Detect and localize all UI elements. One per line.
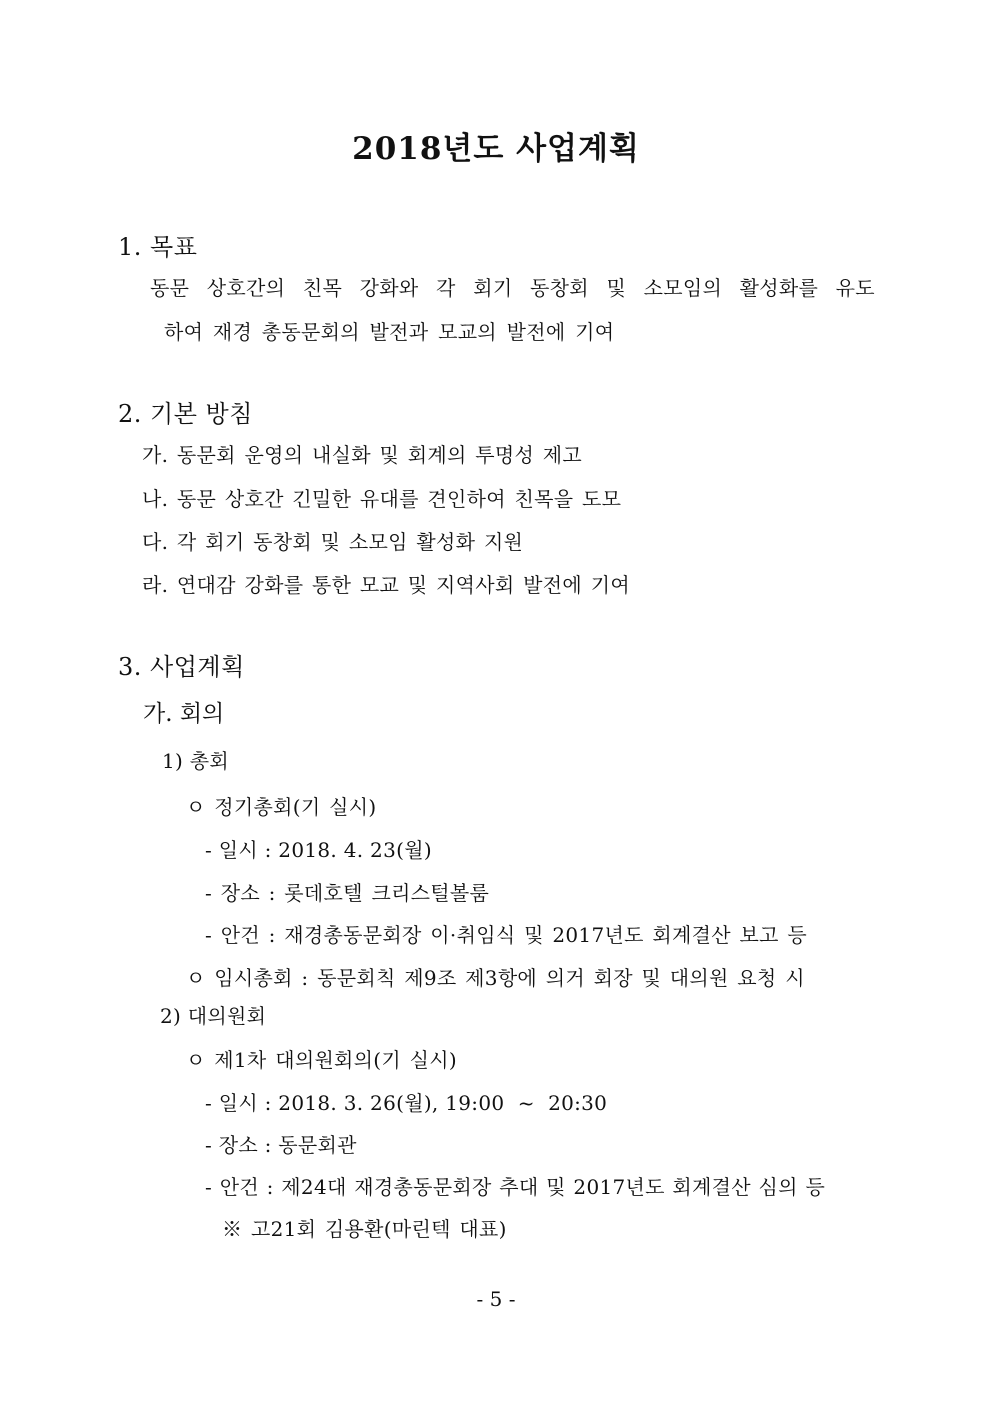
regular-meeting-agenda: - 안건 : 재경총동문회장 이·취임식 및 2017년도 회계결산 보고 등: [205, 923, 808, 947]
goal-text-line-1: [150, 278, 875, 298]
goal-word: 상호간의: [206, 276, 286, 300]
section-goal-heading: 1. 목표: [118, 233, 198, 261]
document-title: 2018년도 사업계획: [352, 131, 640, 167]
policy-item: 다. 각 회기 동창회 및 소모임 활성화 지원: [142, 530, 524, 554]
section-policy-heading: 2. 기본 방침: [118, 400, 253, 428]
regular-meeting-label: ㅇ 정기총회(기 실시): [186, 795, 377, 819]
goal-word: 각: [436, 276, 456, 300]
policy-item: 가. 동문회 운영의 내실화 및 회계의 투명성 제고: [142, 443, 583, 467]
page-number: - 5 -: [476, 1287, 516, 1311]
first-delegates-meeting-note: ※ 고21회 김용환(마린텍 대표): [222, 1217, 507, 1241]
goal-word: 동문: [150, 276, 190, 300]
goal-word: 및: [606, 276, 627, 300]
regular-meeting-place: - 장소 : 롯데호텔 크리스털볼룸: [205, 881, 490, 905]
first-delegates-meeting-agenda: - 안건 : 제24대 재경총동문회장 추대 및 2017년도 회계결산 심의 등: [205, 1175, 826, 1199]
first-delegates-meeting-place: - 장소 : 동문회관: [205, 1133, 357, 1157]
first-delegates-meeting-date: - 일시 : 2018. 3. 26(월), 19:00 ~ 20:30: [205, 1091, 608, 1115]
goal-word: 동창회: [530, 276, 589, 300]
goal-word: 소모임의: [643, 276, 723, 300]
policy-item: 라. 연대감 강화를 통한 모교 및 지역사회 발전에 기여: [142, 573, 630, 597]
goal-word: 회기: [473, 276, 513, 300]
goal-word: 유도: [835, 276, 875, 300]
plan-subheading: 가. 회의: [143, 701, 225, 727]
goal-text-line-2: 하여 재경 총동문회의 발전과 모교의 발전에 기여: [164, 320, 615, 344]
policy-item: 나. 동문 상호간 긴밀한 유대를 견인하여 친목을 도모: [142, 487, 622, 511]
goal-word: 친목: [302, 276, 343, 300]
extraordinary-meeting: ㅇ 임시총회 : 동문회칙 제9조 제3항에 의거 회장 및 대의원 요청 시: [186, 966, 805, 990]
delegates-meeting-label: 2) 대의원회: [160, 1004, 267, 1028]
goal-word: 활성화를: [739, 276, 819, 300]
regular-meeting-date: - 일시 : 2018. 4. 23(월): [205, 838, 432, 862]
first-delegates-meeting-label: ㅇ 제1차 대의원회의(기 실시): [186, 1048, 458, 1072]
section-plan-heading: 3. 사업계획: [118, 653, 245, 681]
goal-word: 강화와: [359, 276, 419, 300]
general-meeting-label: 1) 총회: [162, 749, 230, 773]
